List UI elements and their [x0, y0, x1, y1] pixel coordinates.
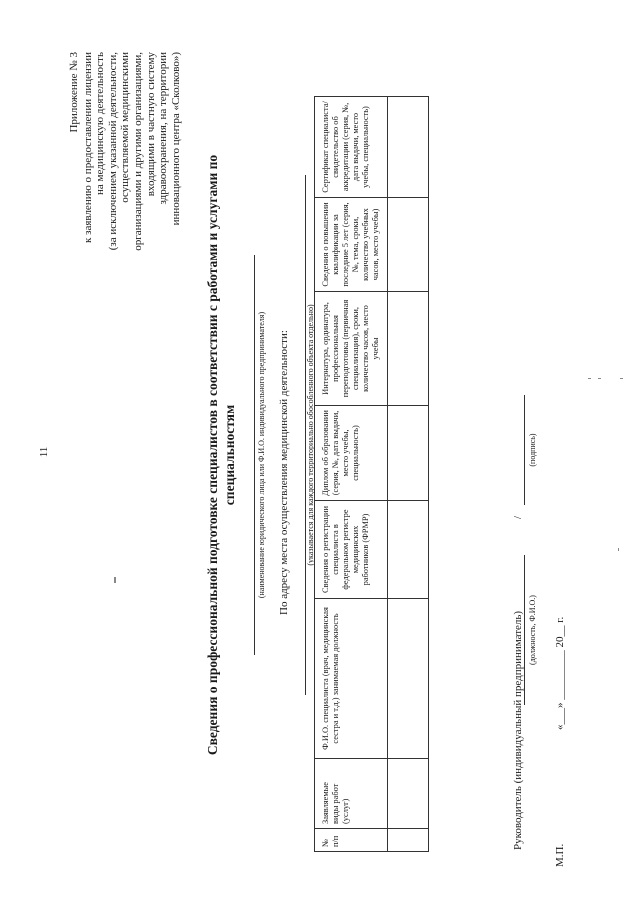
header-cell: Сертификат специалиста/ свидетельство об аккредитации (серия, №, дата выдачи, место учебы, специальность) [315, 97, 388, 198]
title-line: специальностям [222, 404, 237, 506]
appendix-line: инновационного центра «Сколково») [169, 52, 182, 226]
org-name-line [254, 255, 255, 655]
appendix-line: (за исключением указанной деятельности, [106, 52, 119, 251]
address-label: По адресу места осуществления медицинской деятельности: [278, 330, 290, 615]
appendix-line: осуществляемой медицинскими [119, 52, 132, 203]
manager-position-line[interactable] [524, 555, 525, 705]
header-cell: Заявляемые виды работ (услуг) [315, 759, 388, 829]
stamp-label: М.П. [554, 843, 566, 867]
table-cell[interactable] [388, 406, 429, 501]
document-title [204, 65, 238, 845]
appendix-line: здравоохранения, на территории [157, 52, 170, 205]
table-cell[interactable] [388, 292, 429, 406]
date-field[interactable]: «___» _________ 20__ г. [554, 616, 566, 730]
title-line: Сведения о профессиональной подготовке специалистов в соответствии с работами и услугами по [205, 154, 220, 756]
manager-label: Руководитель (индивидуальный предприниматель) [512, 610, 524, 850]
table-cell[interactable] [388, 198, 429, 292]
page-number: 11 [38, 446, 50, 458]
header-cell: Сведения о повышении квалификации за последние 5 лет (серия, №, тема, сроки, количество учебных часов, место учебы) [315, 198, 388, 292]
org-name-caption: (наименование юридического лица или Ф.И.О. индивидуального предпринимателя) [257, 311, 266, 599]
table-cell[interactable] [388, 829, 429, 852]
manager-signature-line[interactable] [524, 395, 525, 505]
header-cell: № п/п [315, 829, 388, 852]
header-cell: Интернатура, ординатура, профессиональная переподготовка (первичная специализация), сроки, количество часов, место учебы [315, 292, 388, 406]
header-cell: Сведения о регистрации специалиста в федеральном регистре медицинских работников (ФРМР) [315, 501, 388, 599]
appendix-line: организациями и другими организациями, [131, 52, 144, 251]
address-caption: (указывается для каждого территориально обособленного объекта отдельно) [306, 304, 315, 566]
table-cell[interactable] [388, 759, 429, 829]
header-cell: Диплом об образовании (серия, №, дата выдачи, место учебы, специальность) [315, 406, 388, 501]
appendix-line: к заявлению о предоставлении лицензии [81, 52, 94, 243]
header-cell: Ф.И.О. специалиста (врач, медицинская сестра и т.д.) занимаемая должность [315, 599, 388, 759]
position-caption: (должность, Ф.И.О.) [528, 595, 537, 665]
appendix-line: на медицинскую деятельность [94, 52, 107, 195]
appendix-title: Приложение № 3 [68, 52, 80, 133]
table-row [388, 97, 429, 852]
table-cell[interactable] [388, 501, 429, 599]
table-cell[interactable] [388, 97, 429, 198]
table-cell[interactable] [388, 599, 429, 759]
table-header-row [315, 97, 388, 852]
appendix-block [68, 52, 182, 352]
manager-separator: / [512, 515, 524, 519]
specialists-table [314, 96, 429, 852]
signature-caption: (подпись) [528, 433, 537, 467]
appendix-line: входящими в частную систему [144, 52, 157, 197]
